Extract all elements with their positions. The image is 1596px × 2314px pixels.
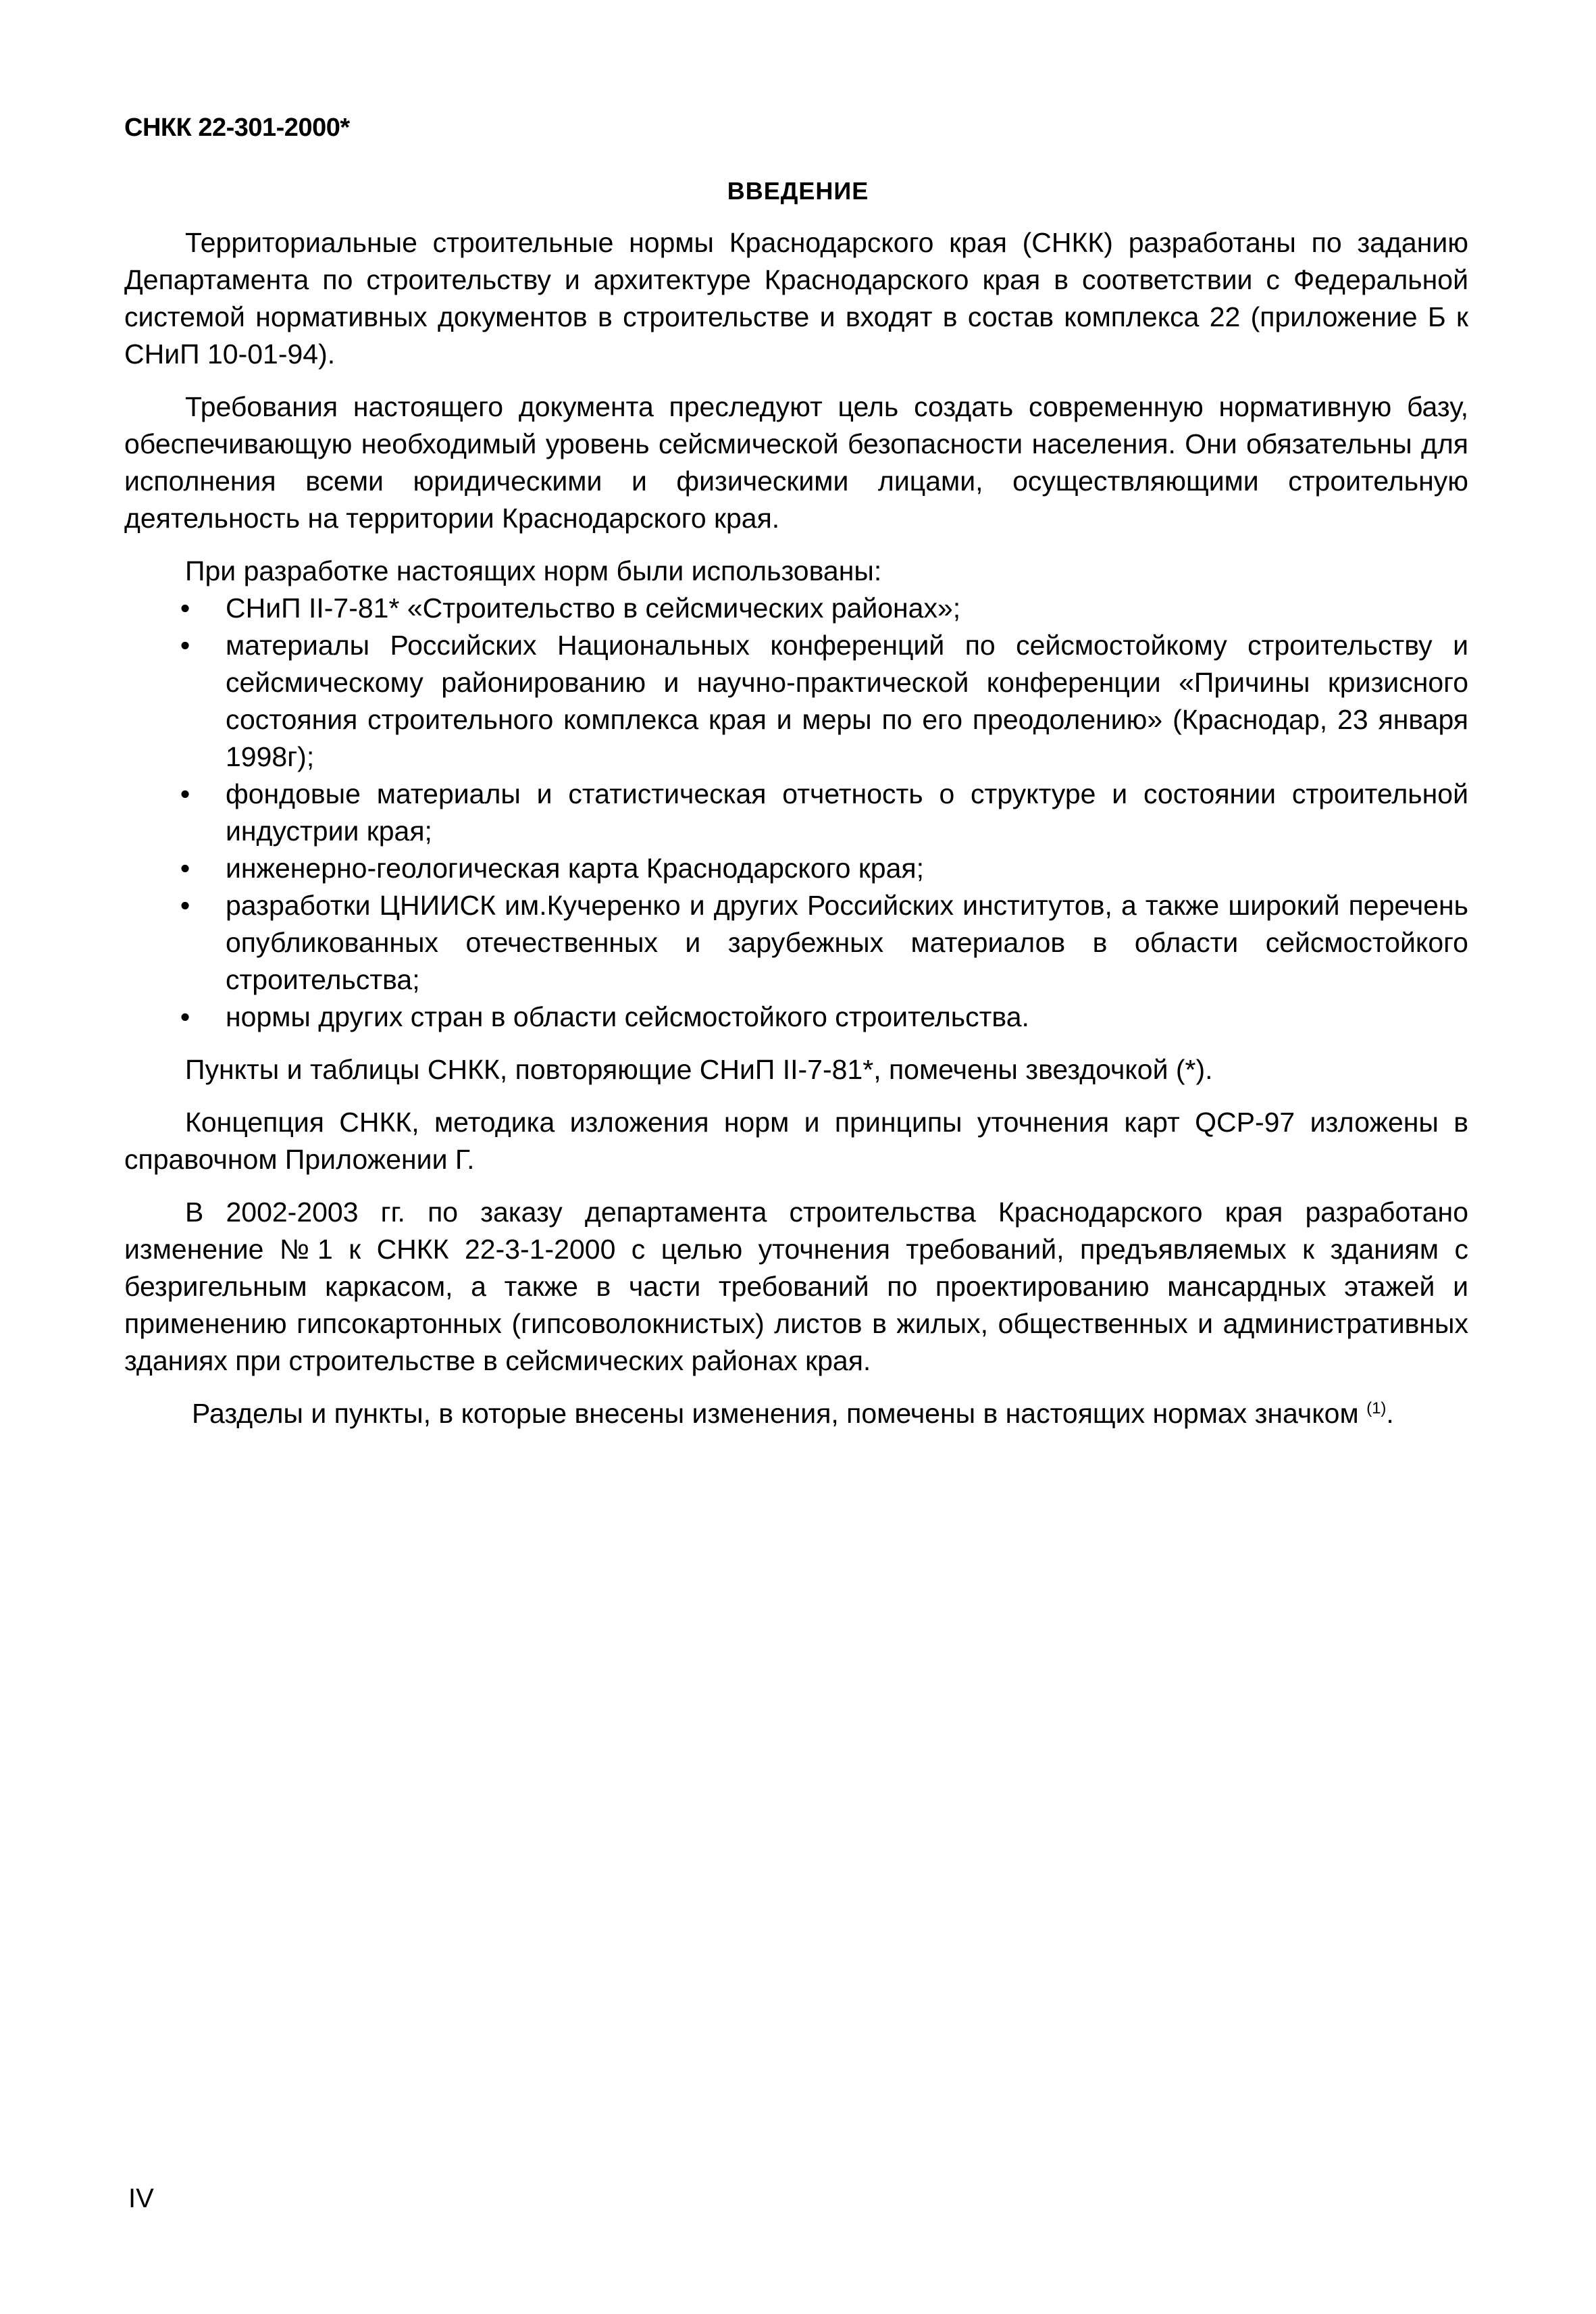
change-marks-text: Разделы и пункты, в которые внесены изменения, помечены в настоящих нормах значком — [192, 1398, 1359, 1429]
paragraph-purpose: Территориальные строительные нормы Краснодарского края (СНКК) разработаны по заданию Департамента по строительству и архитектуре Краснодарского края в соответствии с Федеральной системой нормативных документов в строительстве и входят в состав комплекса 22 (приложение Б к СНиП 10-01-94). — [124, 227, 1468, 370]
bullet-icon: • — [180, 853, 190, 884]
list-item — [124, 627, 1468, 776]
paragraph-sources-intro: При разработке настоящих норм были использованы: — [185, 555, 882, 586]
list-item — [124, 887, 1468, 999]
change-marks-end: . — [1386, 1398, 1394, 1429]
bullet-icon: • — [180, 593, 190, 624]
paragraph-asterisk-note: Пункты и таблицы СНКК, повторяющие СНиП II-7-81*, помечены звездочкой (*). — [185, 1054, 1213, 1085]
bullet-icon: • — [180, 890, 190, 921]
list-item-text: нормы других стран в области сейсмостойкого строительства. — [226, 1001, 1029, 1032]
list-item — [124, 590, 1468, 627]
list-item — [124, 776, 1468, 850]
introduction-body — [124, 224, 1468, 1448]
bullet-icon: • — [180, 630, 190, 661]
list-item — [124, 850, 1468, 887]
page-number: IV — [128, 2184, 154, 2213]
list-item-text: разработки ЦНИИСК им.Кучеренко и других Российских институтов, а также широкий перечень опубликованных отечественных и зарубежных материалов в области сейсмостойкого строительства; — [226, 890, 1468, 995]
bullet-icon: • — [180, 1001, 190, 1032]
list-item-text: материалы Российских Национальных конференций по сейсмостойкому строительству и сейсмическому районированию и научно-практической конференции «Причины кризисного состояния строительного комплекса края и меры по его преодолению» (Краснодар, 23 января 1998г); — [226, 630, 1468, 772]
section-title: ВВЕДЕНИЕ — [727, 177, 869, 205]
paragraph-concept: Концепция СНКК, методика изложения норм и принципы уточнения карт QCP-97 изложены в справочном Приложении Г. — [124, 1107, 1468, 1175]
change-mark-symbol: (1) — [1366, 1399, 1387, 1417]
paragraph-requirements: Требования настоящего документа преследуют цель создать современную нормативную базу, обеспечивающую необходимый уровень сейсмической безопасности населения. Они обязательны для исполнения всеми юридическими и физическими лицами, осуществляющими строительную деятельность на территории Краснодарского края. — [124, 391, 1468, 534]
list-item-text: инженерно-геологическая карта Краснодарского края; — [226, 853, 925, 884]
list-item-text: фондовые материалы и статистическая отчетность о структуре и состоянии строительной индустрии края; — [226, 778, 1468, 847]
paragraph-amendment: В 2002-2003 гг. по заказу департамента строительства Краснодарского края разработано изменение №1 к СНКК 22-3-1-2000 с целью уточнения требований, предъявляемых к зданиям с безригельным каркасом, а также в части требований по проектированию мансардных этажей и применению гипсокартонных (гипсоволокнистых) листов в жилых, общественных и административных зданиях при строительстве в сейсмических районах края. — [124, 1197, 1468, 1376]
list-item — [124, 999, 1468, 1036]
list-item-text: СНиП II-7-81* «Строительство в сейсмических районах»; — [226, 593, 961, 624]
paragraph-change-marks — [124, 1395, 1468, 1432]
bullet-icon: • — [180, 778, 190, 809]
sources-list — [124, 590, 1468, 1036]
document-code: СНКК 22-301-2000* — [124, 114, 350, 142]
